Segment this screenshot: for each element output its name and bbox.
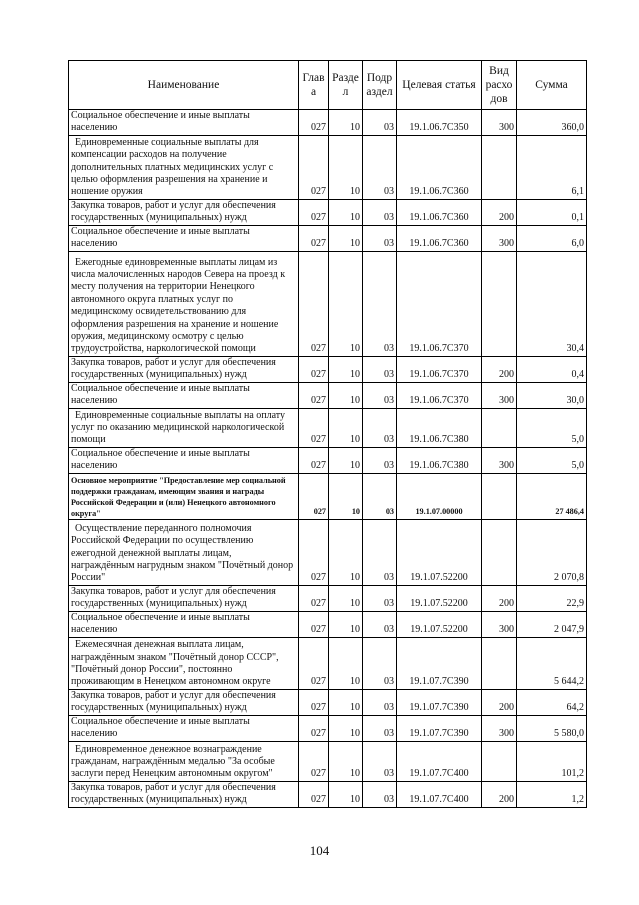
row-name: Социальное обеспечение и иные выплаты населению [69,225,299,251]
header-chapter: Глав а [299,61,329,110]
row-section: 10 [329,408,363,447]
row-chapter: 027 [299,473,329,519]
row-amount: 2 047,9 [517,611,587,637]
row-target: 19.1.06.7С380 [397,408,482,447]
row-chapter: 027 [299,519,329,585]
row-expense-type: 300 [482,225,517,251]
row-name: Ежемесячная денежная выплата лицам, награждённым знаком "Почётный донор СССР", "Почётный донор России", постоянно проживающим в Ненецком автономном округе [69,637,299,689]
row-chapter: 027 [299,447,329,473]
table-row [69,637,587,689]
row-name: Основное мероприятие "Предоставление мер социальной поддержки гражданам, имеющим звания и награды Российской Федерации и (или) Ненецкого автономного округа" [69,473,299,519]
header-name: Наименование [69,61,299,110]
row-target: 19.1.06.7С360 [397,225,482,251]
table-row [69,382,587,408]
row-expense-type: 200 [482,689,517,715]
row-section: 10 [329,519,363,585]
row-chapter: 027 [299,637,329,689]
row-amount: 22,9 [517,585,587,611]
table-row [69,781,587,807]
row-subsection: 03 [363,519,397,585]
row-chapter: 027 [299,199,329,225]
row-target: 19.1.07.7С390 [397,689,482,715]
row-expense-type: 300 [482,110,517,136]
row-subsection: 03 [363,781,397,807]
row-chapter: 027 [299,715,329,741]
row-subsection: 03 [363,585,397,611]
row-expense-type: 300 [482,382,517,408]
row-chapter: 027 [299,585,329,611]
row-expense-type [482,637,517,689]
row-name: Ежегодные единовременные выплаты лицам из числа малочисленных народов Севера на проезд к месту получения на территории Ненецкого автономного округа платных услуг по медицинскому освидетельствованию для оформления разрешения на хранение и ношение оружия, медицинскому осмотру с целью трудоустройства, наркологической помощи [69,251,299,356]
header-amount: Сумма [517,61,587,110]
row-subsection: 03 [363,408,397,447]
row-name: Социальное обеспечение и иные выплаты населению [69,715,299,741]
row-target: 19.1.06.7С360 [397,199,482,225]
row-amount: 5 644,2 [517,637,587,689]
table-row [69,741,587,781]
row-chapter: 027 [299,781,329,807]
row-section: 10 [329,356,363,382]
row-amount: 0,4 [517,356,587,382]
row-name: Социальное обеспечение и иные выплаты населению [69,382,299,408]
row-chapter: 027 [299,110,329,136]
row-subsection: 03 [363,473,397,519]
row-section: 10 [329,689,363,715]
row-subsection: 03 [363,199,397,225]
table-row [69,585,587,611]
row-section: 10 [329,382,363,408]
table-row-main-event [69,473,587,519]
row-target: 19.1.06.7С370 [397,356,482,382]
row-amount: 1,2 [517,781,587,807]
row-expense-type: 300 [482,611,517,637]
row-amount: 6,1 [517,135,587,199]
row-name: Закупка товаров, работ и услуг для обеспечения государственных (муниципальных) нужд [69,585,299,611]
header-target: Целевая статья [397,61,482,110]
row-subsection: 03 [363,689,397,715]
row-section: 10 [329,199,363,225]
header-expense-type: Вид расхо дов [482,61,517,110]
row-target: 19.1.07.7С390 [397,715,482,741]
table-row [69,689,587,715]
row-amount: 5 580,0 [517,715,587,741]
table-row [69,110,587,136]
row-expense-type [482,251,517,356]
row-chapter: 027 [299,408,329,447]
row-name: Единовременные социальные выплаты для компенсации расходов на получение дополнительных платных медицинских услуг с целью оформления разрешения на хранение и ношение оружия [69,135,299,199]
row-target: 19.1.07.52200 [397,611,482,637]
row-target: 19.1.06.7С370 [397,382,482,408]
row-subsection: 03 [363,447,397,473]
row-amount: 360,0 [517,110,587,136]
row-expense-type [482,408,517,447]
row-subsection: 03 [363,637,397,689]
row-expense-type: 200 [482,781,517,807]
row-name: Социальное обеспечение и иные выплаты населению [69,110,299,136]
row-chapter: 027 [299,251,329,356]
row-name: Единовременные социальные выплаты на оплату услуг по оказанию медицинской наркологической помощи [69,408,299,447]
row-target: 19.1.07.00000 [397,473,482,519]
row-name: Социальное обеспечение и иные выплаты населению [69,447,299,473]
row-target: 19.1.07.52200 [397,585,482,611]
row-section: 10 [329,585,363,611]
row-amount: 64,2 [517,689,587,715]
row-subsection: 03 [363,741,397,781]
row-subsection: 03 [363,356,397,382]
row-section: 10 [329,781,363,807]
table-row [69,356,587,382]
row-expense-type [482,741,517,781]
row-expense-type: 300 [482,715,517,741]
row-amount: 5,0 [517,408,587,447]
row-amount: 27 486,4 [517,473,587,519]
row-amount: 0,1 [517,199,587,225]
row-amount: 6,0 [517,225,587,251]
row-section: 10 [329,741,363,781]
row-expense-type: 200 [482,199,517,225]
row-name: Единовременное денежное вознаграждение гражданам, награждённым медалью "За особые заслуги перед Ненецким автономным округом" [69,741,299,781]
table-row [69,408,587,447]
row-expense-type [482,473,517,519]
row-amount: 30,4 [517,251,587,356]
row-section: 10 [329,611,363,637]
row-section: 10 [329,447,363,473]
row-target: 19.1.06.7С350 [397,110,482,136]
row-name: Закупка товаров, работ и услуг для обеспечения государственных (муниципальных) нужд [69,199,299,225]
row-expense-type [482,519,517,585]
table-row [69,519,587,585]
row-chapter: 027 [299,382,329,408]
row-subsection: 03 [363,611,397,637]
row-subsection: 03 [363,110,397,136]
row-expense-type: 200 [482,585,517,611]
row-target: 19.1.06.7С380 [397,447,482,473]
row-expense-type: 300 [482,447,517,473]
row-target: 19.1.07.7С400 [397,741,482,781]
row-section: 10 [329,473,363,519]
table-row [69,715,587,741]
row-target: 19.1.07.7С390 [397,637,482,689]
row-name: Закупка товаров, работ и услуг для обеспечения государственных (муниципальных) нужд [69,781,299,807]
row-amount: 5,0 [517,447,587,473]
page-number: 104 [309,843,330,858]
table-row [69,611,587,637]
row-target: 19.1.06.7С360 [397,135,482,199]
table-row [69,135,587,199]
row-name: Социальное обеспечение и иные выплаты населению [69,611,299,637]
row-chapter: 027 [299,225,329,251]
row-amount: 2 070,8 [517,519,587,585]
header-section: Разде л [329,61,363,110]
budget-table [68,60,587,808]
row-section: 10 [329,110,363,136]
row-subsection: 03 [363,251,397,356]
table-row [69,225,587,251]
row-name: Осуществление переданного полномочия Российской Федерации по осуществлению ежегодной денежной выплаты лицам, награждённым нагрудным знаком "Почётный донор России" [69,519,299,585]
row-target: 19.1.07.7С400 [397,781,482,807]
row-chapter: 027 [299,135,329,199]
row-name: Закупка товаров, работ и услуг для обеспечения государственных (муниципальных) нужд [69,356,299,382]
table-header-row [69,61,587,110]
table-row [69,199,587,225]
row-expense-type [482,135,517,199]
row-section: 10 [329,135,363,199]
row-chapter: 027 [299,611,329,637]
row-subsection: 03 [363,225,397,251]
row-subsection: 03 [363,135,397,199]
row-target: 19.1.07.52200 [397,519,482,585]
row-amount: 30,0 [517,382,587,408]
row-chapter: 027 [299,356,329,382]
row-section: 10 [329,637,363,689]
row-chapter: 027 [299,689,329,715]
row-target: 19.1.06.7С370 [397,251,482,356]
row-chapter: 027 [299,741,329,781]
row-section: 10 [329,251,363,356]
row-expense-type: 200 [482,356,517,382]
row-subsection: 03 [363,715,397,741]
header-subsection: Подр аздел [363,61,397,110]
row-section: 10 [329,225,363,251]
row-amount: 101,2 [517,741,587,781]
row-subsection: 03 [363,382,397,408]
row-name: Закупка товаров, работ и услуг для обеспечения государственных (муниципальных) нужд [69,689,299,715]
table-row [69,251,587,356]
table-row [69,447,587,473]
row-section: 10 [329,715,363,741]
